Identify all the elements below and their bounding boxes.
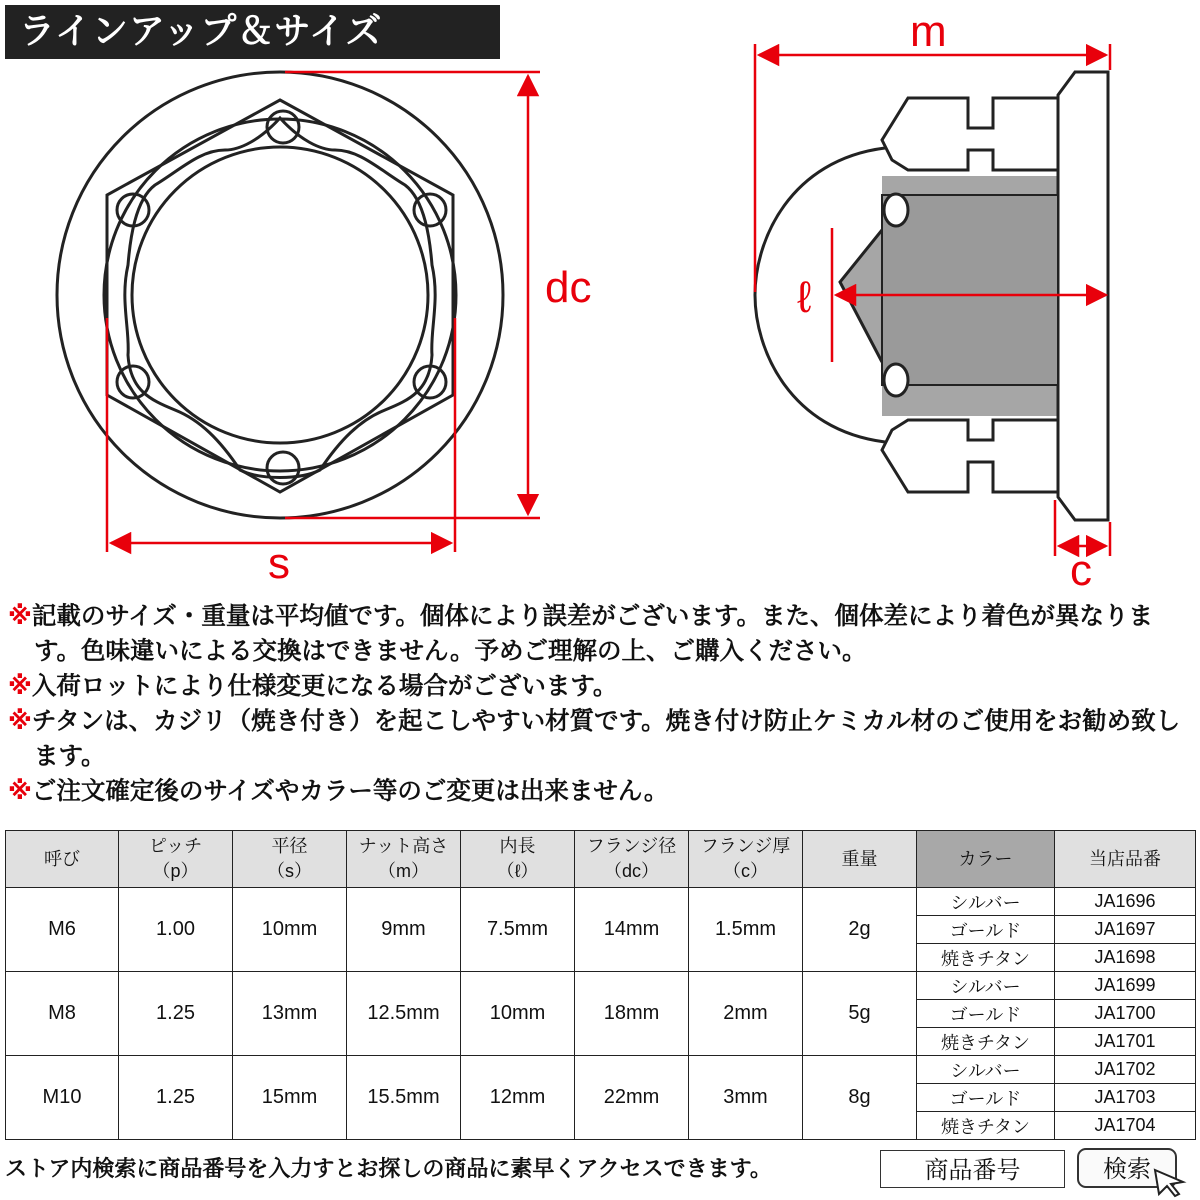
table-cell: 1.25 (119, 1056, 233, 1140)
notes (8, 598, 1198, 808)
table-cell: 14mm (575, 888, 689, 972)
table-cell: 焼きチタン (917, 1112, 1055, 1140)
table-cell: JA1702 (1055, 1056, 1196, 1084)
table-cell: 1.25 (119, 972, 233, 1056)
header-cell: 内長 （ℓ） (461, 831, 575, 888)
table-cell: JA1697 (1055, 916, 1196, 944)
table-cell: JA1704 (1055, 1112, 1196, 1140)
header-cell: フランジ厚 （c） (689, 831, 803, 888)
table-cell: M8 (6, 972, 119, 1056)
header-cell: カラー (917, 831, 1055, 888)
table-cell: 10mm (233, 888, 347, 972)
side-hole-upper (884, 194, 908, 226)
table-cell: 8g (803, 1056, 917, 1140)
table-header-row (6, 831, 1196, 888)
table-row (6, 972, 1196, 1000)
s-label: s (268, 539, 290, 588)
table-cell: 10mm (461, 972, 575, 1056)
c-label: c (1070, 546, 1092, 595)
table-cell: ゴールド (917, 916, 1055, 944)
table-cell: JA1696 (1055, 888, 1196, 916)
table-cell: 焼きチタン (917, 944, 1055, 972)
table-cell: JA1698 (1055, 944, 1196, 972)
table-row (6, 888, 1196, 916)
table-cell: ゴールド (917, 1000, 1055, 1028)
note-4: ※ご注文確定後のサイズやカラー等のご変更は出来ません。 (8, 776, 669, 805)
bolt-hole-upper-right (414, 194, 446, 226)
section-title: ラインアップ＆サイズ (5, 5, 500, 59)
side-hole-lower (884, 364, 908, 396)
lower-lobe (882, 420, 1058, 492)
front-view (57, 72, 503, 518)
table-cell: 1.00 (119, 888, 233, 972)
table-cell: JA1700 (1055, 1000, 1196, 1028)
table-cell: 1.5mm (689, 888, 803, 972)
hex-petal-outline (125, 118, 435, 478)
header-cell: 呼び (6, 831, 119, 888)
search-button[interactable]: 検索 (1077, 1148, 1177, 1188)
table-cell: シルバー (917, 888, 1055, 916)
table-cell: 15mm (233, 1056, 347, 1140)
table-cell: シルバー (917, 1056, 1055, 1084)
header-cell: フランジ径 （dc） (575, 831, 689, 888)
table-cell: M10 (6, 1056, 119, 1140)
table-cell: 12mm (461, 1056, 575, 1140)
table-cell: 焼きチタン (917, 1028, 1055, 1056)
note-2: ※入荷ロットにより仕様変更になる場合がございます。 (8, 671, 618, 700)
table-cell: JA1701 (1055, 1028, 1196, 1056)
bolt-hole-bottom (267, 452, 299, 484)
table-cell: 12.5mm (347, 972, 461, 1056)
note-mark: ※ (8, 776, 32, 805)
spec-table (5, 830, 1196, 1140)
note-mark: ※ (8, 601, 32, 630)
header-cell: 平径 （s） (233, 831, 347, 888)
header-cell: 当店品番 (1055, 831, 1196, 888)
l-label: ℓ (797, 273, 812, 322)
search-input[interactable]: 商品番号 (880, 1150, 1065, 1188)
search-row (5, 1148, 1195, 1196)
middle-body (882, 195, 1058, 385)
header-cell: 重量 (803, 831, 917, 888)
table-row (6, 1056, 1196, 1084)
cursor-icon (1153, 1168, 1193, 1198)
table-cell: 9mm (347, 888, 461, 972)
note-3: ※チタンは、カジリ（焼き付き）を起こしやすい材質です。焼き付け防止ケミカル材のご使用をお勧め致します。 (8, 706, 1181, 770)
table-cell: 2mm (689, 972, 803, 1056)
table-cell: JA1703 (1055, 1084, 1196, 1112)
table-cell: ゴールド (917, 1084, 1055, 1112)
table-cell: 2g (803, 888, 917, 972)
thread-bore (132, 147, 428, 443)
table-cell: 15.5mm (347, 1056, 461, 1140)
note-mark: ※ (8, 706, 32, 735)
dc-label: dc (545, 263, 592, 312)
table-cell: JA1699 (1055, 972, 1196, 1000)
table-cell: M6 (6, 888, 119, 972)
search-instruction: ストア内検索に商品番号を入力すとお探しの商品に素早くアクセスできます。 (5, 1157, 772, 1182)
table-cell: 22mm (575, 1056, 689, 1140)
table-cell: シルバー (917, 972, 1055, 1000)
table-cell: 13mm (233, 972, 347, 1056)
table-cell: 3mm (689, 1056, 803, 1140)
note-mark: ※ (8, 671, 32, 700)
flange-inner-circle (104, 119, 456, 471)
header-cell: ピッチ （p） (119, 831, 233, 888)
table-cell: 18mm (575, 972, 689, 1056)
table-cell: 5g (803, 972, 917, 1056)
front-dimensions (107, 72, 540, 552)
header-cell: ナット高さ （m） (347, 831, 461, 888)
hex-body (107, 100, 453, 492)
note-1: ※記載のサイズ・重量は平均値です。個体により誤差がございます。また、個体差により着色が異なります。色味違いによる交換はできません。予めご理解の上、ご購入ください。 (8, 601, 1153, 665)
table-cell: 7.5mm (461, 888, 575, 972)
upper-lobe (882, 98, 1058, 170)
m-label: m (910, 7, 947, 56)
